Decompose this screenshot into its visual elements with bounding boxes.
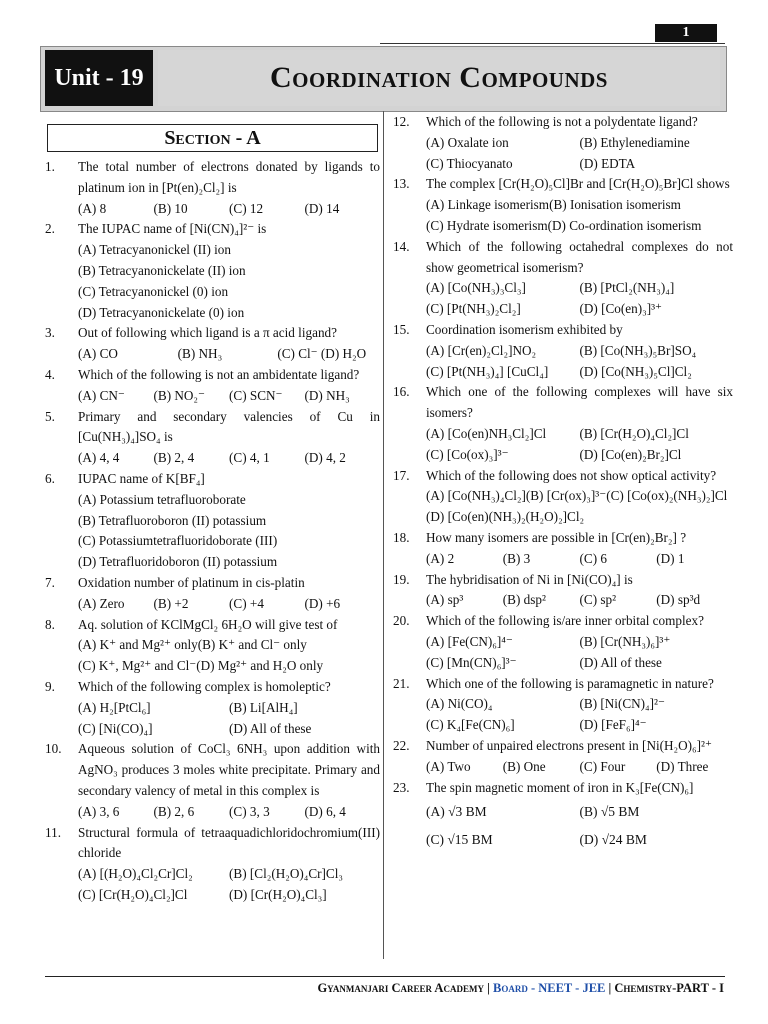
option-b: (B) √5 BM [579, 804, 640, 820]
footer-separator: | [483, 981, 493, 995]
option-c: (C) Hydrate isomerism [426, 217, 548, 233]
options-group [426, 486, 733, 528]
option-c: (C) [Cr(H₂O)₄Cl₂]Cl [78, 886, 188, 902]
question-number: 12. [393, 114, 410, 129]
question-text: The hybridisation of Ni in [Ni(CO)₄] is [426, 571, 633, 587]
question-text: Structural formula of tetraaquadichloridochromium(III) chloride [78, 824, 380, 861]
option-a: (A) 2 [426, 550, 455, 566]
question-14 [393, 237, 733, 320]
question-number: 19. [393, 571, 410, 587]
option-c: (C) [Co(ox)₃]³⁻ [426, 446, 509, 462]
options-group [78, 448, 380, 469]
options-group [426, 133, 733, 175]
options-group [78, 594, 380, 615]
question-18 [393, 528, 733, 570]
question-text: The spin magnetic moment of iron in K₃[Fe(CN)₆] [426, 779, 694, 795]
option-a: (A) 4, 4 [78, 450, 120, 466]
option-d: (D) Co-ordination isomerism [547, 217, 702, 233]
option-b: (B) [Cl₂(H₂O)₄Cr]Cl₃ [229, 866, 343, 882]
options-group [426, 341, 733, 383]
option-b: (B) Li[AlH₄] [229, 699, 298, 715]
question-6 [45, 469, 380, 573]
option-c: (C) √15 BM [426, 832, 493, 848]
question-text: Out of following which ligand is a π acid ligand? [78, 325, 337, 341]
option-c: (C) Tetracyanonickel (0) ion [78, 283, 229, 299]
question-text: Which of the following is not an ambidentate ligand? [78, 366, 360, 382]
question-number: 11. [45, 824, 61, 840]
options-group [426, 590, 733, 611]
question-11 [45, 823, 380, 906]
question-21 [393, 674, 733, 736]
options-group [78, 344, 380, 365]
option-c: (C) 3, 3 [229, 803, 270, 819]
option-c: (C) 4, 1 [229, 450, 270, 466]
option-b: (B) Tetrafluoroboron (II) potassium [78, 512, 267, 528]
header-rule [380, 43, 725, 44]
question-text: Which one of the following complexes will have six isomers? [426, 384, 733, 421]
options-group [426, 278, 733, 320]
question-number: 16. [393, 384, 410, 400]
question-19 [393, 570, 733, 612]
question-text: Number of unpaired electrons present in [Ni(H₂O)₆]²⁺ [426, 737, 712, 753]
chapter-title: Coordination Compounds [158, 50, 720, 106]
option-d: (D) 1 [656, 550, 685, 566]
section-title: Section - A [47, 124, 378, 152]
questions-column-left [45, 157, 380, 906]
option-a: (A) [Fe(CN)₆]⁴⁻ [426, 633, 513, 649]
option-d: (D) [FeF₆]⁴⁻ [579, 717, 647, 733]
option-a: (A) √3 BM [426, 804, 487, 820]
option-d: (D) [Cr(H₂O)₄Cl₃] [229, 886, 327, 902]
options-group [78, 864, 380, 906]
option-c: (C) Thiocyanato [426, 155, 513, 171]
question-4 [45, 365, 380, 407]
option-a: (A) Linkage isomerism [426, 197, 550, 213]
options-group [426, 424, 733, 466]
question-text: Which of the following is not a polydentate ligand? [426, 114, 698, 129]
question-number: 17. [393, 467, 410, 483]
option-a: (A) K⁺ and Mg²⁺ only [78, 637, 198, 653]
question-3 [45, 323, 380, 365]
option-a: (A) [Co(NH₃)₄Cl₂] [426, 488, 526, 504]
option-a: (A) [Co(en)NH₃Cl₂]Cl [426, 425, 547, 441]
option-d: (D) Tetrafluoridoboron (II) potassium [78, 554, 278, 570]
option-c: (C) 6 [579, 550, 607, 566]
question-15 [393, 320, 733, 382]
option-b: (B) [Cr(ox)₃]³⁻ [525, 488, 607, 504]
option-d: (D) All of these [229, 720, 312, 736]
option-a: (A) Zero [78, 595, 125, 611]
option-a: (A) Potassium tetrafluoroborate [78, 491, 246, 507]
question-number: 13. [393, 176, 410, 192]
option-b: (B) 10 [153, 200, 188, 216]
option-a: (A) [Cr(en)₂Cl₂]NO₂ [426, 342, 537, 358]
question-number: 18. [393, 529, 410, 545]
options-group [78, 802, 380, 823]
question-10 [45, 739, 380, 822]
option-b: (B) Ionisation isomerism [549, 197, 681, 213]
option-d: (D) [Co(en)₂Br₂]Cl [579, 446, 682, 462]
options-group [78, 490, 380, 573]
question-text: IUPAC name of K[BF₄] [78, 470, 205, 486]
option-c: (C) [Co(ox)₂(NH₃)₂]Cl [606, 488, 728, 504]
question-22 [393, 736, 733, 778]
question-number: 21. [393, 675, 410, 691]
question-12 [393, 112, 733, 174]
option-b: (B) [Cr(NH₃)₆]³⁺ [579, 633, 671, 649]
question-number: 3. [45, 325, 55, 341]
option-b: (B) NH₃ [177, 346, 223, 362]
option-d: (D) Three [656, 758, 709, 774]
option-b: (B) dsp² [502, 592, 546, 608]
option-b: (B) [PtCl₂(NH₃)₄] [579, 280, 675, 296]
question-23 [393, 778, 733, 855]
question-number: 8. [45, 616, 55, 632]
option-b: (B) 2, 6 [153, 803, 195, 819]
question-text: Which of the following octahedral complexes do not show geometrical isomerism? [426, 238, 733, 275]
footer-separator: | [605, 981, 615, 995]
question-text: Primary and secondary valencies of Cu in [Cu(NH₃)₄]SO₄ is [78, 408, 380, 445]
option-d: (D) 4, 2 [304, 450, 346, 466]
option-d: (D) All of these [579, 654, 662, 670]
question-text: Oxidation number of platinum in cis-platin [78, 574, 305, 590]
question-8 [45, 615, 380, 677]
option-a: (A) 3, 6 [78, 803, 120, 819]
option-d: (D) √24 BM [579, 832, 647, 848]
option-d: (D) 14 [304, 200, 340, 216]
option-c: (C) K₄[Fe(CN)₆] [426, 717, 515, 733]
option-c: (C) Cl⁻ (D) H₂O [277, 346, 367, 362]
option-b: (B) K⁺ and Cl⁻ only [197, 637, 307, 653]
options-group [78, 635, 380, 677]
option-a: (A) sp³ [426, 592, 464, 608]
option-b: (B) +2 [153, 595, 189, 611]
question-number: 5. [45, 408, 55, 424]
option-b: (B) [Co(NH₃)₅Br]SO₄ [579, 342, 697, 358]
question-text: How many isomers are possible in [Cr(en)₂Br₂] ? [426, 529, 687, 545]
question-text: The complex [Cr(H₂O)₅Cl]Br and [Cr(H₂O)₅Br]Cl shows [426, 176, 730, 192]
option-c: (C) K⁺, Mg²⁺ and Cl⁻ [78, 658, 197, 674]
option-d: (D) 6, 4 [304, 803, 346, 819]
question-number: 7. [45, 574, 55, 590]
options-group [426, 195, 733, 237]
question-13 [393, 174, 733, 236]
question-number: 15. [393, 321, 410, 337]
option-b: (B) [Ni(CN)₄]²⁻ [579, 696, 665, 712]
option-c: (C) 12 [229, 200, 264, 216]
column-divider [383, 111, 384, 959]
question-text: Which one of the following is paramagnetic in nature? [426, 675, 714, 691]
question-number: 9. [45, 678, 55, 694]
options-group [426, 549, 733, 570]
option-b: (B) 3 [502, 550, 531, 566]
question-16 [393, 382, 733, 465]
question-text: Which of the following does not show optical activity? [426, 467, 717, 483]
options-group [78, 386, 380, 407]
option-a: (A) Tetracyanonickel (II) ion [78, 242, 231, 258]
option-c: (C) [Ni(CO)₄] [78, 720, 153, 736]
option-a: (A) CN⁻ [78, 387, 125, 403]
question-text: Coordination isomerism exhibited by [426, 321, 623, 337]
question-text: Which of the following complex is homoleptic? [78, 678, 331, 694]
options-group [426, 757, 733, 778]
option-b: (B) One [502, 758, 546, 774]
option-a: (A) 8 [78, 200, 107, 216]
options-group [426, 632, 733, 674]
option-c: (C) SCN⁻ [229, 387, 283, 403]
question-number: 1. [45, 159, 55, 174]
question-5 [45, 407, 380, 469]
option-a: (A) H₂[PtCl₆] [78, 699, 151, 715]
footer-exams: Board - NEET - JEE [492, 981, 606, 995]
option-c: (C) [Pt(NH₃)₄] [CuCl₄] [426, 363, 549, 379]
option-c: (C) Four [579, 758, 626, 774]
question-number: 2. [45, 221, 55, 237]
footer-subject: Chemistry-PART - I [614, 981, 724, 995]
question-number: 4. [45, 366, 55, 382]
question-number: 10. [45, 741, 62, 757]
question-text: Aq. solution of KClMgCl₂ 6H₂O will give test of [78, 616, 338, 632]
option-d: (D) [Co(en)₃]³⁺ [579, 301, 663, 317]
option-c: (C) +4 [229, 595, 264, 611]
question-2 [45, 219, 380, 323]
question-number: 22. [393, 737, 410, 753]
option-c: (C) [Pt(NH₃)₂Cl₂] [426, 301, 521, 317]
unit-label: Unit - 19 [45, 50, 153, 106]
options-group [426, 694, 733, 736]
option-d: (D) +6 [304, 595, 341, 611]
question-17 [393, 466, 733, 528]
options-group [78, 240, 380, 323]
footer-rule [45, 976, 725, 977]
option-d: (D) NH₃ [304, 387, 350, 403]
page-number: 1 [655, 24, 717, 42]
option-a: (A) Oxalate ion [426, 134, 509, 150]
option-b: (B) NO₂⁻ [153, 387, 205, 403]
option-b: (B) Ethylenediamine [579, 134, 690, 150]
option-c: (C) Potassiumtetrafluoridoborate (III) [78, 533, 278, 549]
question-number: 6. [45, 470, 55, 486]
option-c: (C) sp² [579, 592, 617, 608]
option-b: (B) 2, 4 [153, 450, 195, 466]
question-7 [45, 573, 380, 615]
option-a: (A) Ni(CO)₄ [426, 696, 493, 712]
option-d: (D) Tetracyanonickelate (0) ion [78, 304, 245, 320]
options-group [78, 698, 380, 740]
footer [317, 981, 724, 996]
question-text: The total number of electrons donated by ligands to platinum ion in [Pt(en)₂Cl₂] is [78, 159, 380, 195]
option-d: (D) [Co(NH₃)₅Cl]Cl₂ [579, 363, 692, 379]
option-a: (A) Two [426, 758, 471, 774]
options-group [78, 199, 380, 220]
option-d: (D) sp³d [656, 592, 701, 608]
option-c: (C) [Mn(CN)₆]³⁻ [426, 654, 517, 670]
options-group [426, 798, 733, 854]
question-text: The IUPAC name of [Ni(CN)₄]²⁻ is [78, 221, 267, 237]
option-a: (A) [Co(NH₃)₃Cl₃] [426, 280, 526, 296]
question-text: Which of the following is/are inner orbital complex? [426, 613, 704, 629]
option-d: (D) Mg²⁺ and H₂O only [196, 658, 324, 674]
question-number: 23. [393, 779, 410, 795]
question-1 [45, 157, 380, 219]
questions-column-right [393, 112, 733, 854]
option-a: (A) CO [78, 346, 118, 362]
option-b: (B) [Cr(H₂O)₄Cl₂]Cl [579, 425, 689, 441]
question-number: 20. [393, 613, 410, 629]
option-b: (B) Tetracyanonickelate (II) ion [78, 262, 246, 278]
footer-academy: Gyanmanjari Career Academy [317, 981, 484, 995]
question-20 [393, 611, 733, 673]
question-9 [45, 677, 380, 739]
question-text: Aqueous solution of CoCl₃ 6NH₃ upon addition with AgNO₃ produces 3 moles white precipitate. Primary and secondary valency of metal in this complex is [78, 741, 380, 798]
question-number: 14. [393, 238, 410, 254]
option-d: (D) [Co(en)(NH₃)₂(H₂O)₂]Cl₂ [426, 509, 585, 525]
option-a: (A) [(H₂O)₄Cl₂Cr]Cl₂ [78, 866, 193, 882]
option-d: (D) EDTA [579, 155, 636, 171]
